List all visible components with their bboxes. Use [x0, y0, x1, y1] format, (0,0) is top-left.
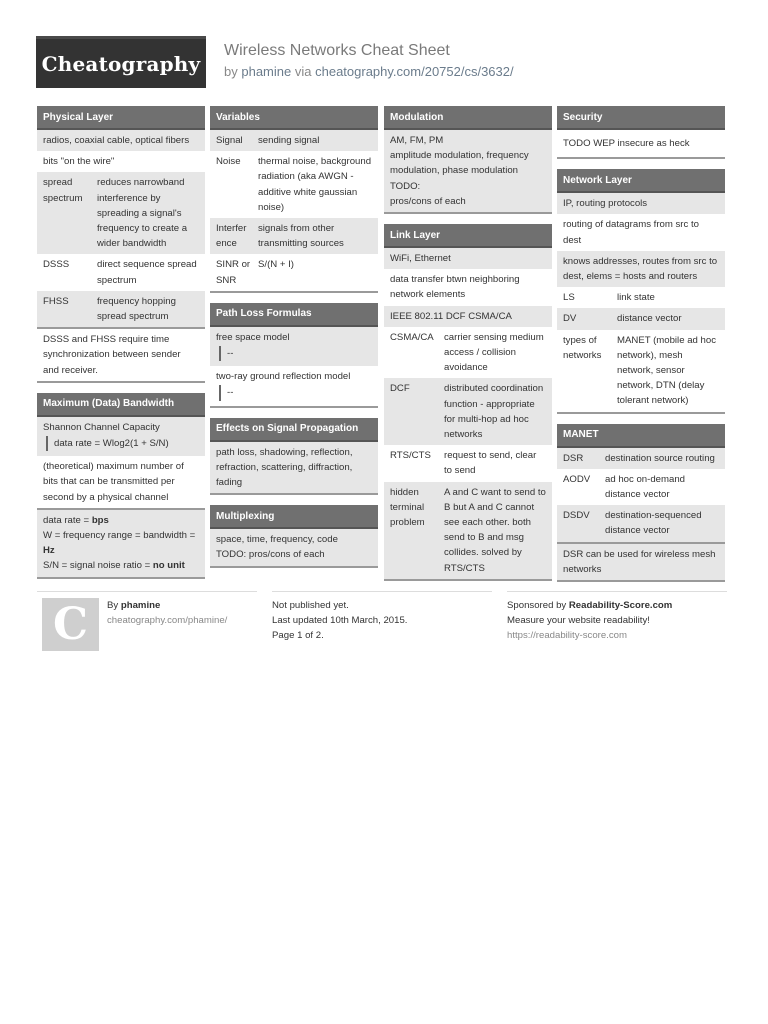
term-key: hidden terminal problem — [390, 486, 425, 529]
effects-box — [210, 418, 378, 496]
term-key: types of networks — [563, 334, 602, 361]
text-line: Shannon Channel Capacity — [43, 421, 160, 433]
section-heading: Physical Layer — [37, 106, 205, 130]
term-row — [557, 330, 725, 412]
term-value: distance vector — [617, 313, 682, 325]
section-heading: Maximum (Data) Bandwidth — [37, 393, 205, 417]
term-row — [37, 254, 205, 290]
term-row — [557, 287, 725, 308]
section-heading: Effects on Signal Propagation — [210, 418, 378, 442]
text-row: (theoretical) maximum number of bits that can be transmitted per second by a physical channel — [37, 456, 205, 508]
term-key: DSSS — [43, 259, 70, 271]
column-1 — [37, 106, 205, 589]
term-key: FHSS — [43, 295, 69, 307]
term-row — [384, 445, 552, 481]
sponsor-line — [507, 598, 727, 613]
section-heading: MANET — [557, 424, 725, 448]
term-key: RTS/CTS — [390, 450, 431, 462]
text-line — [43, 528, 199, 558]
term-value: direct sequence spread spectrum — [97, 259, 197, 286]
title-block — [224, 42, 514, 79]
text-line — [43, 558, 199, 573]
byline-via: via — [294, 64, 312, 79]
text-span: S/N = signal noise ratio = — [43, 560, 153, 572]
term-value: destination-sequenced distance vector — [605, 510, 702, 537]
term-key: SINR or SNR — [216, 259, 251, 286]
term-row — [384, 327, 552, 379]
sponsor-url-link[interactable]: https://readability-score.com — [507, 630, 627, 641]
term-key: Noise — [216, 156, 241, 168]
term-value: signals from other transmitting sources — [258, 223, 344, 250]
section-heading: Variables — [210, 106, 378, 130]
text-row — [37, 417, 205, 456]
term-key: LS — [563, 292, 575, 304]
term-key: DCF — [390, 383, 410, 395]
page-title: Wireless Networks Cheat Sheet — [224, 42, 450, 59]
max-bandwidth-box — [37, 393, 205, 579]
published-status: Not published yet. — [272, 600, 349, 611]
term-row — [557, 469, 725, 505]
avatar-letter: C — [52, 599, 89, 650]
term-row — [384, 482, 552, 579]
term-value: frequency hopping spread spectrum — [97, 295, 176, 323]
author-url-link[interactable]: cheatography.com/phamine/ — [107, 615, 228, 626]
column-3 — [384, 106, 552, 591]
term-row — [210, 254, 378, 290]
section-heading: Security — [557, 106, 725, 130]
sponsor-prefix: Sponsored by — [507, 600, 569, 611]
unit-bold: bps — [91, 514, 109, 526]
text-row: DSSS and FHSS require time synchronization between sender and receiver. — [37, 327, 205, 381]
text-line: amplitude modulation, frequency modulation, phase modulation — [390, 150, 529, 177]
section-heading: Modulation — [384, 106, 552, 130]
text-row: bits "on the wire" — [37, 151, 205, 172]
sponsor-name[interactable]: Readability-Score.com — [568, 600, 673, 611]
section-heading: Link Layer — [384, 224, 552, 248]
text-row: knows addresses, routes from src to dest, elems = hosts and routers — [557, 251, 725, 287]
term-row — [210, 218, 378, 254]
formula-block: data rate = Wlog2(1 + S/N) — [46, 436, 199, 451]
footer-author — [37, 591, 257, 650]
logo-text: Cheatography — [41, 51, 201, 76]
term-row — [37, 172, 205, 254]
text-row: IP, routing protocols — [557, 193, 725, 214]
formula-block: -- — [219, 346, 372, 361]
manet-box — [557, 424, 725, 582]
security-box — [557, 106, 725, 159]
text-row: data transfer btwn neighboring network elements — [384, 269, 552, 305]
text-row: DSR can be used for wireless mesh networks — [557, 542, 725, 580]
last-updated: Last updated 10th March, 2015. — [272, 615, 408, 626]
term-value: carrier sensing medium access / collision avoidance — [444, 331, 544, 374]
text-row: routing of datagrams from src to dest — [557, 214, 725, 250]
section-heading: Network Layer — [557, 169, 725, 193]
term-key: spread spectrum — [43, 177, 83, 204]
term-value: ad hoc on-demand distance vector — [605, 473, 686, 501]
multiplexing-box — [210, 505, 378, 567]
term-row — [384, 378, 552, 445]
text-row: path loss, shadowing, reflection, refraction, scattering, diffraction, fading — [210, 442, 378, 494]
text-row — [384, 130, 552, 212]
column-4 — [557, 106, 725, 592]
author-link[interactable]: phamine — [241, 64, 292, 79]
term-key: Interfer ence — [216, 223, 247, 250]
term-key: DSR — [563, 452, 584, 464]
physical-layer-box — [37, 106, 205, 383]
term-value: request to send, clear to send — [444, 450, 537, 477]
text-line: TODO: pros/cons of each — [216, 549, 325, 561]
link-layer-box — [384, 224, 552, 581]
text-line: AM, FM, PM — [390, 135, 444, 146]
term-value: link state — [617, 292, 655, 304]
sheet-url-link[interactable]: cheatography.com/20752/cs/3632/ — [315, 64, 514, 79]
text-row: WiFi, Ethernet — [384, 248, 552, 269]
cheatography-logo[interactable] — [36, 36, 206, 88]
unit-bold: no unit — [152, 560, 185, 572]
text-line: free space model — [216, 331, 290, 343]
term-row — [557, 448, 725, 469]
section-heading: Multiplexing — [210, 505, 378, 529]
term-row — [210, 151, 378, 218]
term-key: DV — [563, 313, 577, 325]
text-line: two-ray ground reflection model — [216, 371, 351, 383]
term-value: sending signal — [258, 135, 320, 146]
term-row — [557, 505, 725, 541]
text-line: pros/cons of each — [390, 195, 466, 207]
text-line: TODO: — [390, 180, 421, 192]
text-row: TODO WEP insecure as heck — [557, 130, 725, 157]
term-key: CSMA/CA — [390, 331, 434, 343]
author-line — [107, 598, 257, 613]
variables-box — [210, 106, 378, 293]
term-value: MANET (mobile ad hoc network), mesh network, sensor network, DTN (delay tolerant network) — [617, 334, 716, 407]
text-row — [210, 327, 378, 366]
term-key: Signal — [216, 135, 243, 146]
term-value: thermal noise, background radiation (aka AWGN - additive white gaussian noise) — [258, 156, 372, 213]
term-key: AODV — [563, 473, 591, 485]
byline — [224, 64, 514, 79]
modulation-box — [384, 106, 552, 214]
by-label: By — [107, 600, 121, 611]
text-span: data rate = — [43, 514, 92, 526]
author-name[interactable]: phamine — [120, 600, 161, 611]
avatar[interactable] — [42, 598, 99, 651]
network-layer-box — [557, 169, 725, 413]
page-number: Page 1 of 2. — [272, 630, 324, 641]
text-span: W = frequency range = bandwidth = — [43, 530, 196, 542]
unit-bold: Hz — [43, 545, 55, 557]
term-row — [37, 291, 205, 327]
text-row: radios, coaxial cable, optical fibers — [37, 130, 205, 151]
text-row — [210, 366, 378, 405]
text-row: IEEE 802.11 DCF CSMA/CA — [384, 306, 552, 327]
text-row — [37, 508, 205, 577]
text-line — [43, 513, 199, 528]
section-heading: Path Loss Formulas — [210, 303, 378, 327]
term-value: S/(N + I) — [258, 259, 294, 271]
byline-by: by — [224, 64, 238, 79]
term-key: DSDV — [563, 510, 590, 522]
term-value: A and C want to send to B but A and C cannot see each other. both send to B and msg collides. solved by RTS/CTS — [444, 486, 546, 574]
author-info — [107, 598, 257, 628]
text-row — [210, 529, 378, 565]
column-2 — [210, 106, 378, 578]
footer-status — [272, 591, 492, 643]
footer-sponsor — [507, 591, 727, 643]
term-value: distributed coordination function - appropriate for multi-hop ad hoc networks — [444, 383, 544, 441]
text-line: space, time, frequency, code — [216, 534, 338, 546]
term-row — [210, 130, 378, 151]
formula-block: -- — [219, 385, 372, 400]
term-value: reduces narrowband interference by spreading a signal's frequency to create a wider bandwidth — [97, 177, 188, 250]
sponsor-tagline: Measure your website readability! — [507, 615, 650, 626]
term-row — [557, 308, 725, 329]
term-value: destination source routing — [605, 452, 715, 464]
path-loss-box — [210, 303, 378, 408]
